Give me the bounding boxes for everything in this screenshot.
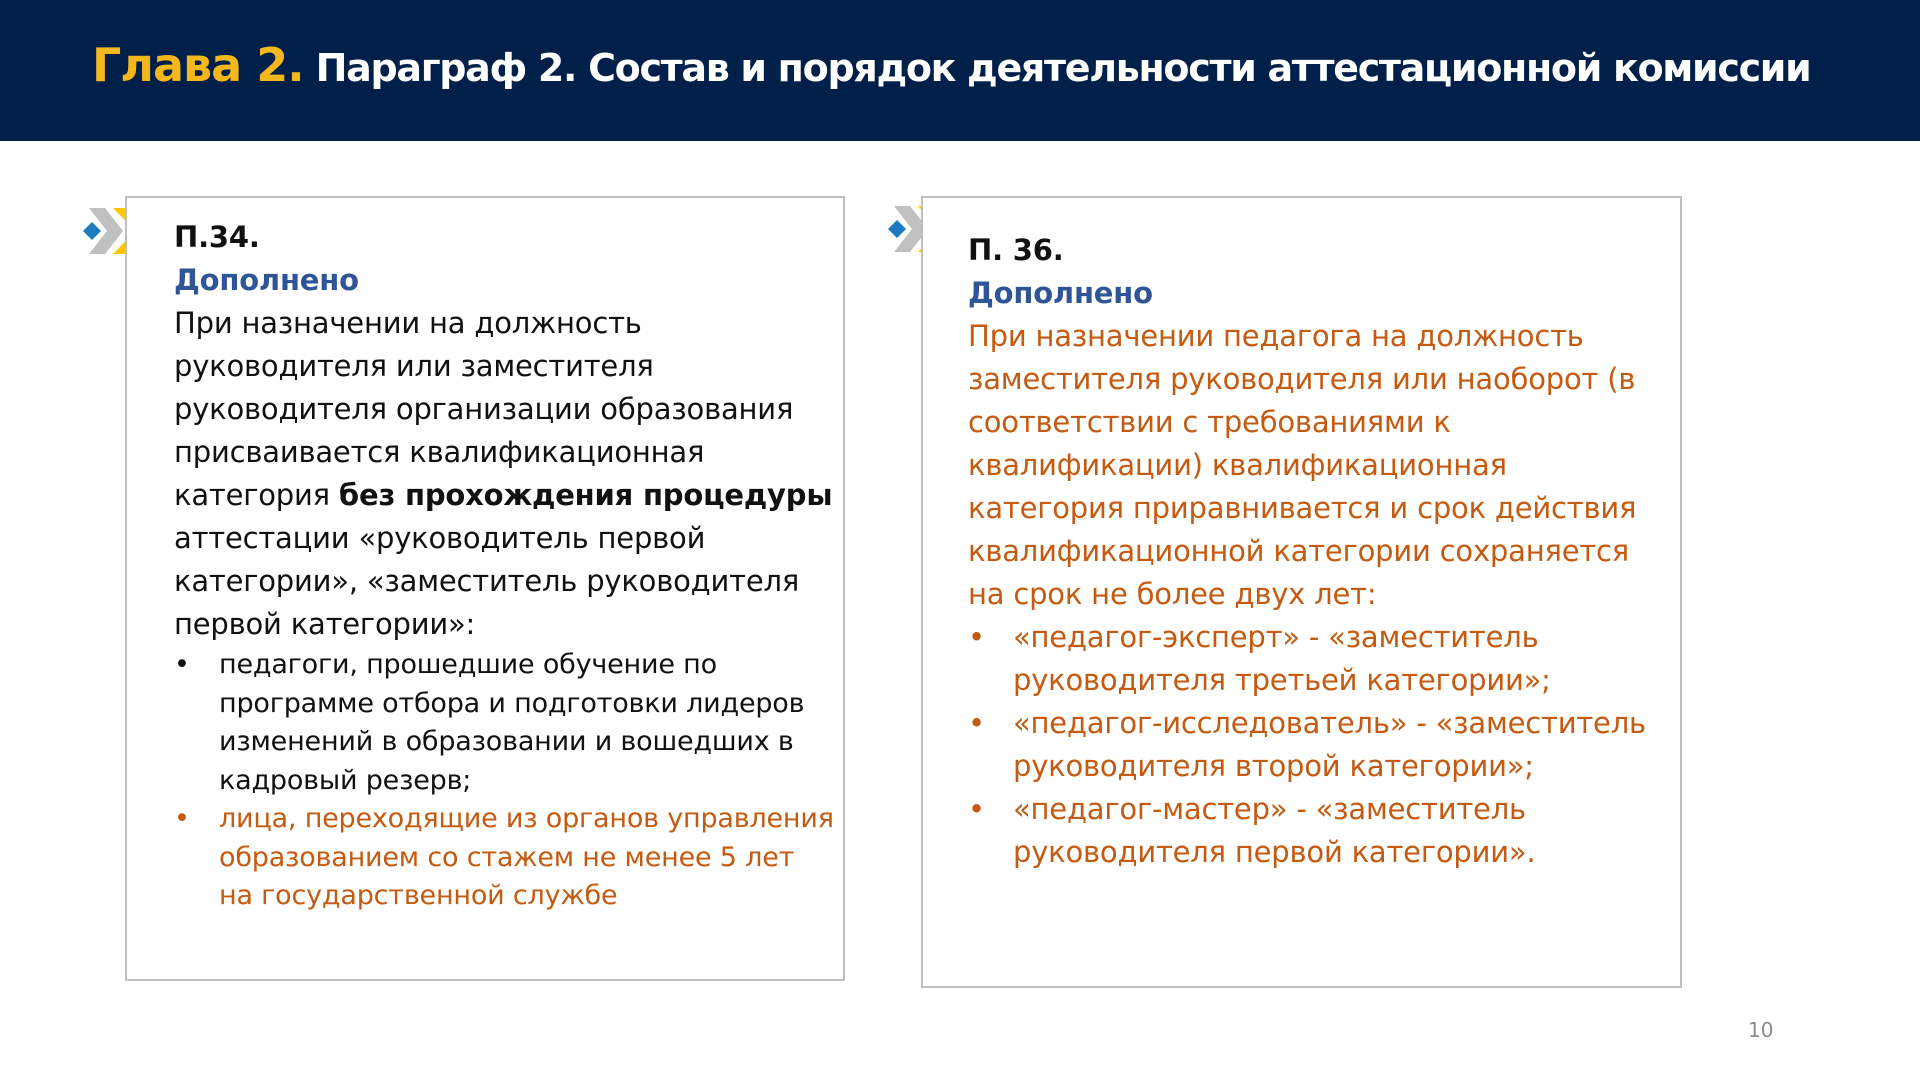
list-item-text: «педагог-мастер» - «заместитель руководителя первой категории».: [1013, 792, 1536, 869]
list-item-text: «педагог-исследователь» - «заместитель руководителя второй категории»;: [1013, 706, 1646, 783]
body-text-bold: без прохождения процедуры: [338, 478, 833, 512]
list-item-text: лица, переходящие из органов управления образованием со стажем не менее 5 лет на государственной службе: [219, 803, 834, 911]
item-number: П.34.: [174, 220, 260, 254]
chapter-label: Глава 2.: [92, 38, 304, 92]
list-item-text: педагоги, прошедшие обучение по программе отбора и подготовки лидеров изменений в образовании и вошедших в кадровый резерв;: [219, 649, 805, 796]
change-tag: Дополнено: [968, 276, 1153, 310]
list-item: [968, 616, 1668, 702]
bullet-icon: •: [968, 620, 985, 654]
paragraph-title: Параграф 2. Состав и порядок деятельности аттестационной комиссии: [315, 46, 1811, 90]
change-tag: Дополнено: [174, 263, 359, 297]
card-p34: [125, 196, 845, 981]
list-item: [968, 702, 1668, 788]
list-item: [174, 646, 834, 800]
card-p36-content: [968, 229, 1668, 874]
bullet-list: [174, 646, 834, 916]
bullet-icon: •: [968, 792, 985, 826]
page-title: [92, 38, 1810, 92]
page-number: 10: [1748, 1018, 1774, 1042]
card-p36: [921, 196, 1682, 988]
list-item: [174, 800, 834, 916]
body-text-part: аттестации «руководитель первой категории», «заместитель руководителя первой категории»:: [174, 521, 800, 641]
body-text-part: При назначении на должность руководителя или заместителя руководителя организации образования присваивается квалификационная категория: [174, 306, 794, 512]
card-body-text: [174, 302, 834, 646]
card-p34-content: [174, 216, 834, 916]
list-item: [968, 788, 1668, 874]
bullet-list: [968, 616, 1668, 874]
bullet-icon: •: [174, 803, 190, 834]
card-body-text: При назначении педагога на должность заместителя руководителя или наоборот (в соответствии с требованиями к квалификации) квалификационная категория приравнивается и срок действия квалификационной категории сохраняется на срок не более двух лет:: [968, 319, 1637, 611]
list-item-text: «педагог-эксперт» - «заместитель руководителя третьей категории»;: [1013, 620, 1551, 697]
item-number: П. 36.: [968, 233, 1064, 267]
header-bar: [0, 0, 1920, 141]
bullet-icon: •: [174, 649, 190, 680]
bullet-icon: •: [968, 706, 985, 740]
